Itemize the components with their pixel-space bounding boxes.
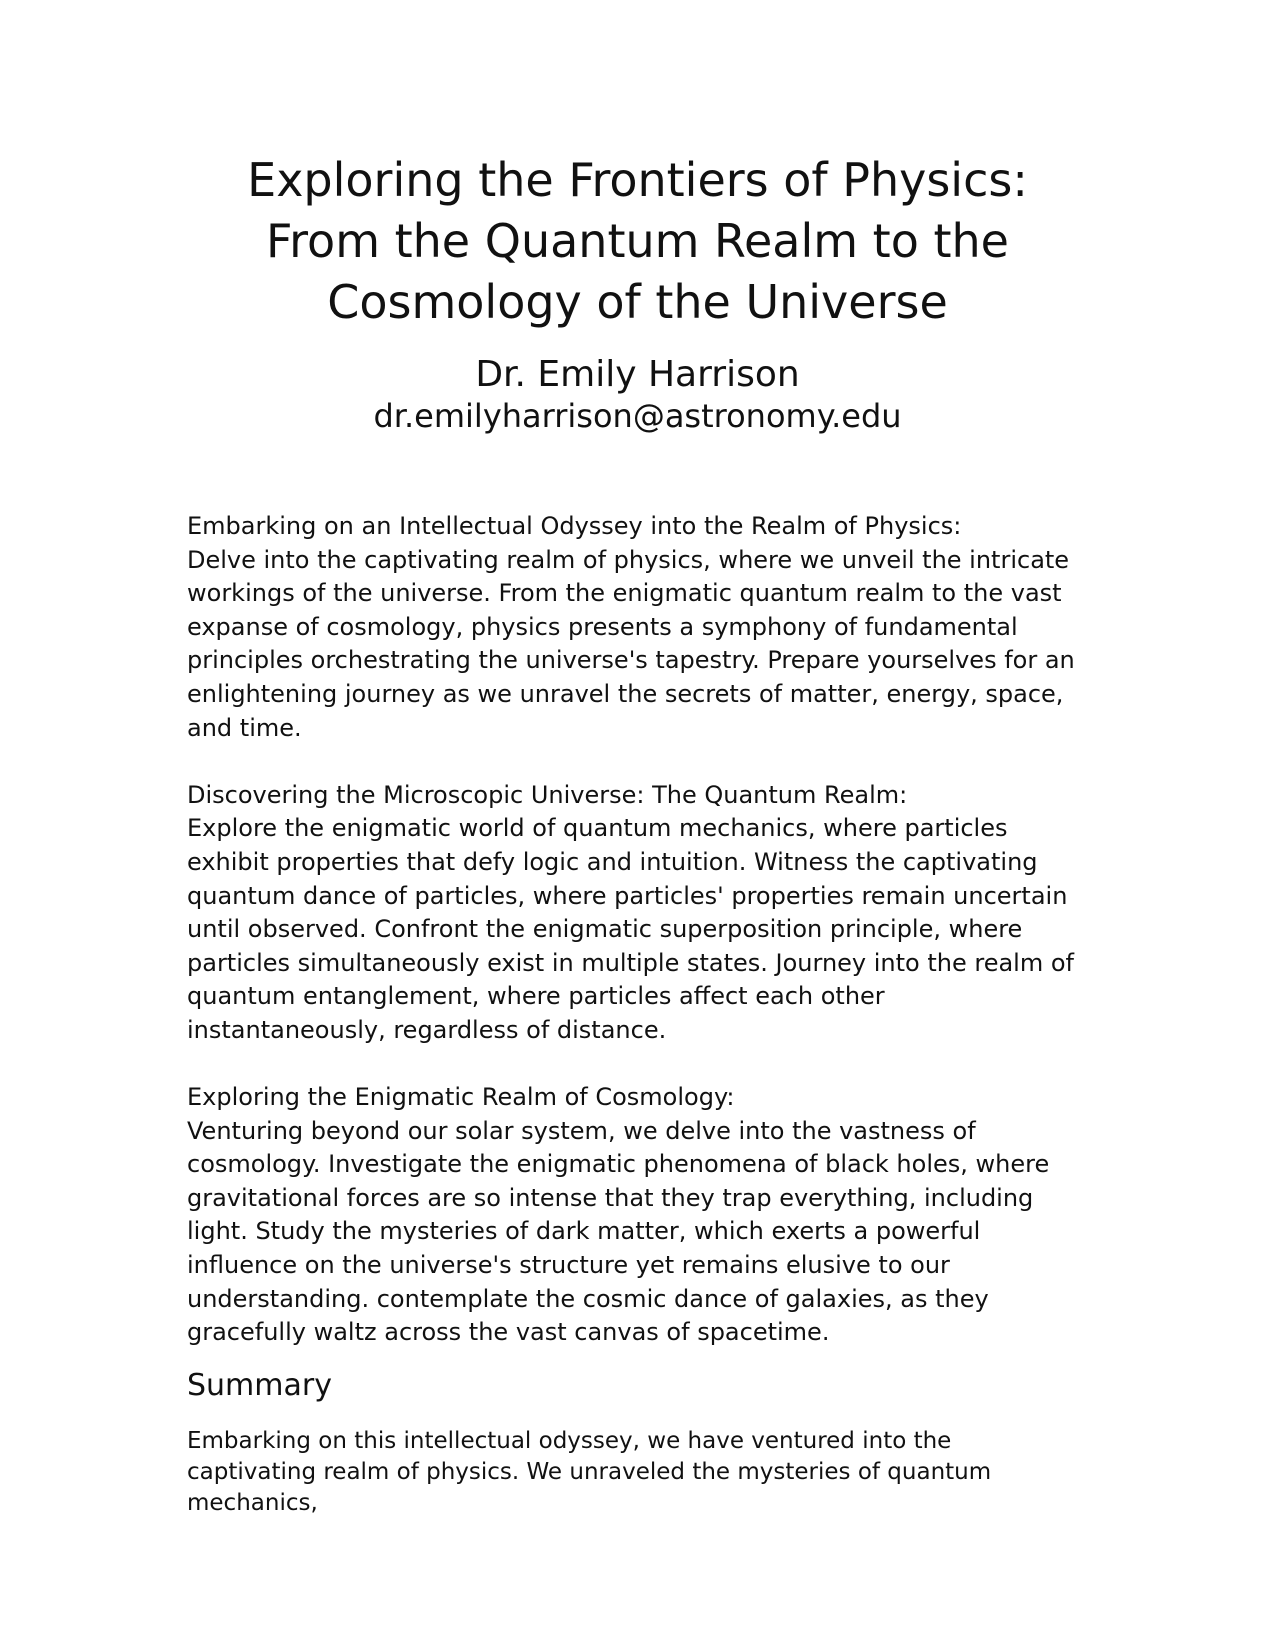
- document-body: [187, 510, 1087, 1519]
- section-body: Venturing beyond our solar system, we delve into the vastness of cosmology. Investigate the enigmatic phenomena of black holes, where gravitational forces are so intense that they trap everything, including light. Study the mysteries of dark matter, which exerts a powerful influence on the universe's structure yet remains elusive to our understanding. contemplate the cosmic dance of galaxies, as they gracefully waltz across the vast canvas of spacetime.: [187, 1116, 1050, 1347]
- summary-text: Embarking on this intellectual odyssey, we have ventured into the captivating realm of physics. We unraveled the mysteries of quantum mechanics,: [187, 1427, 992, 1516]
- section-heading: Exploring the Enigmatic Realm of Cosmology:: [187, 1083, 735, 1112]
- section-intro: [187, 510, 1087, 745]
- author-email: dr.emilyharrison@astronomy.edu: [373, 397, 902, 435]
- title-line-1: Exploring the Frontiers of Physics:: [247, 153, 1028, 207]
- section-cosmology: [187, 1081, 1087, 1350]
- title-block: [0, 150, 1275, 435]
- section-body: Explore the enigmatic world of quantum mechanics, where particles exhibit properties that defy logic and intuition. Witness the captivating quantum dance of particles, where particles' properties remain uncertain until observed. Confront the enigmatic superposition principle, where particles simultaneously exist in multiple states. Journey into the realm of quantum entanglement, where particles affect each other instantaneously, regardless of distance.: [187, 814, 1074, 1044]
- section-heading: Discovering the Microscopic Universe: The Quantum Realm:: [187, 780, 908, 809]
- author-name: Dr. Emily Harrison: [475, 354, 800, 395]
- summary-heading: Summary: [187, 1367, 332, 1403]
- section-body: Delve into the captivating realm of physics, where we unveil the intricate workings of the universe. From the enigmatic quantum realm to the vast expanse of cosmology, physics presents a symphony of fundamental principles orchestrating the universe's tapestry. Prepare yourselves for an enlightening journey as we unravel the secrets of matter, energy, space, and time.: [187, 545, 1075, 742]
- section-quantum: [187, 779, 1087, 1048]
- document-title: [0, 150, 1275, 333]
- section-heading: Embarking on an Intellectual Odyssey into the Realm of Physics:: [187, 512, 962, 540]
- title-line-2: From the Quantum Realm to the: [266, 214, 1009, 268]
- title-line-3: Cosmology of the Universe: [327, 275, 948, 329]
